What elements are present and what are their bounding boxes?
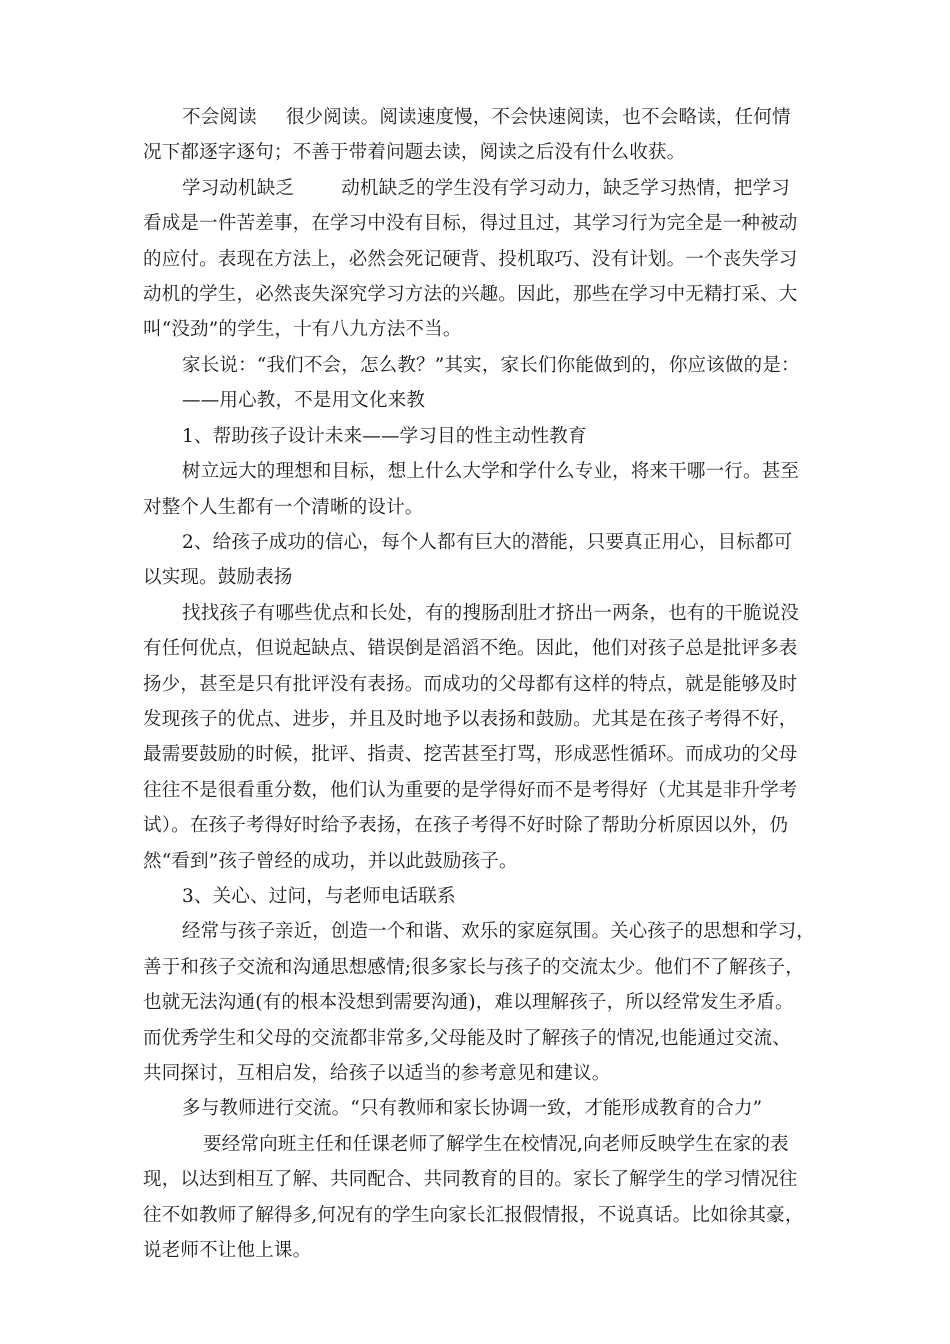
text-line: 试）。在孩子考得好时给予表扬，在孩子考得不好时除了帮助分析原因以外，仍 xyxy=(143,815,789,836)
text-line: 说老师不让他上课。 xyxy=(143,1240,312,1261)
text-line: 树立远大的理想和目标，想上什么大学和学什么专业，将来干哪一行。甚至 xyxy=(182,461,800,482)
text-line: 发现孩子的优点、进步，并且及时地予以表扬和鼓励。尤其是在孩子考得不好， xyxy=(143,709,798,730)
text-line: 最需要鼓励的时候，批评、指责、挖苦甚至打骂，形成恶性循环。而成功的父母 xyxy=(143,744,798,765)
text-line: 况下都逐字逐句；不善于带着问题去读，阅读之后没有什么收获。 xyxy=(143,142,686,163)
term-reading-desc: 很少阅读。阅读速度慢，不会快速阅读，也不会略读，任何情 xyxy=(285,107,791,128)
text-line: 动机的学生，必然丧失深究学习方法的兴趣。因此，那些在学习中无精打采、大 xyxy=(143,284,798,305)
text-line: 多与教师进行交流。“只有教师和家长协调一致，才能形成教育的合力” xyxy=(182,1098,763,1119)
text-line: 往往不是很看重分数，他们认为重要的是学得好而不是考得好（尤其是非升学考 xyxy=(143,780,798,801)
text-line: 看成是一件苦差事，在学习中没有目标，得过且过，其学习行为完全是一种被动 xyxy=(143,213,798,234)
text-line xyxy=(182,177,813,201)
text-line: 现，以达到相互了解、共同配合、共同教育的目的。家长了解学生的学习情况往 xyxy=(143,1169,798,1190)
term-reading: 不会阅读 xyxy=(182,107,257,128)
text-line: 有任何优点，但说起缺点、错误倒是滔滔不绝。因此，他们对孩子总是批评多表 xyxy=(143,638,798,659)
text-line: 以实现。鼓励表扬 xyxy=(143,567,293,588)
section-heading: 1、帮助孩子设计未来——学习目的性主动性教育 xyxy=(182,426,587,447)
text-line: 而优秀学生和父母的交流都非常多,父母能及时了解孩子的情况,也能通过交流、 xyxy=(143,1028,791,1049)
text-line: 然“看到”孩子曾经的成功，并以此鼓励孩子。 xyxy=(143,851,518,872)
text-line: 对整个人生都有一个清晰的设计。 xyxy=(143,497,424,518)
text-line: 共同探讨，互相启发，给孩子以适当的参考意见和建议。 xyxy=(143,1063,611,1084)
text-line: 家长说：“我们不会，怎么教？”其实，家长们你能做到的，你应该做的是： xyxy=(182,355,800,376)
text-line: 的应付。表现在方法上，必然会死记硬背、投机取巧、没有计划。一个丧失学习 xyxy=(143,249,798,270)
text-line: 经常与孩子亲近，创造一个和谐、欢乐的家庭氛围。关心孩子的思想和学习， xyxy=(182,921,815,942)
text-line: 要经常向班主任和任课老师了解学生在校情况,向老师反映学生在家的表 xyxy=(203,1134,789,1155)
text-line: 往不如教师了解得多,何况有的学生向家长汇报假情报，不说真话。比如徐其豪， xyxy=(143,1205,804,1226)
text-line: 也就无法沟通(有的根本没想到需要沟通)，难以理解孩子，所以经常发生矛盾。 xyxy=(143,992,794,1013)
text-line: 善于和孩子交流和沟通思想感情;很多家长与孩子的交流太少。他们不了解孩子， xyxy=(143,957,804,978)
section-heading: 2、给孩子成功的信心，每个人都有巨大的潜能，只要真正用心，目标都可 xyxy=(182,532,793,553)
text-line: ——用心教，不是用文化来教 xyxy=(182,390,426,411)
text-line: 叫“没劲”的学生，十有八九方法不当。 xyxy=(143,319,462,340)
section-heading: 3、关心、过问，与老师电话联系 xyxy=(182,886,456,907)
text-line: 找找孩子有哪些优点和长处，有的搜肠刮肚才挤出一两条，也有的干脆说没 xyxy=(182,603,800,624)
text-line: 扬少，甚至是只有批评没有表扬。而成功的父母都有这样的特点，就是能够及时 xyxy=(143,674,798,695)
term-motivation-desc: 动机缺乏的学生没有学习动力，缺乏学习热情，把学习 xyxy=(341,178,791,199)
text-line xyxy=(182,106,813,130)
term-motivation: 学习动机缺乏 xyxy=(182,178,295,199)
